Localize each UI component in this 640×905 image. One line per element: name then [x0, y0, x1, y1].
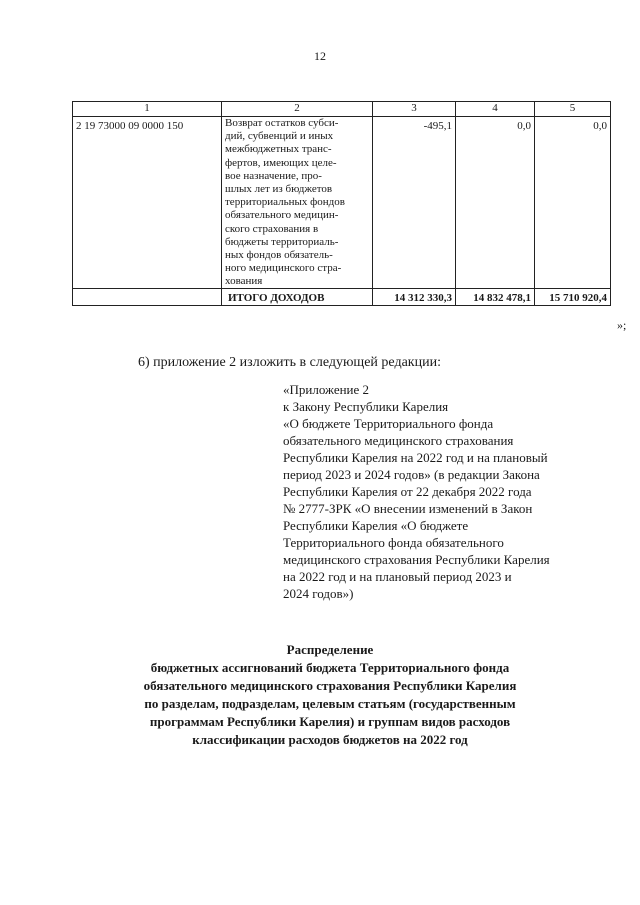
closing-quote-mark: »;: [617, 318, 627, 332]
appendix-line: «О бюджете Территориального фонда: [283, 416, 494, 431]
description-line: ского страхования в: [225, 222, 319, 235]
title-line: по разделам, подразделам, целевым статьям (государственным: [144, 696, 516, 711]
appendix-line: период 2023 и 2024 годов» (в редакции Закона: [283, 467, 540, 482]
appendix-line: медицинского страхования Республики Карелия: [283, 552, 550, 567]
title-line: программам Республики Карелия) и группам видов расходов: [149, 714, 511, 729]
distribution-title: [95, 641, 565, 749]
description-line: дий, субвенций и иных: [225, 130, 334, 143]
revenue-table: [72, 101, 611, 306]
appendix-line: Территориального фонда обязательного: [283, 535, 504, 550]
column-header: 3: [373, 102, 456, 117]
total-2023-cell: 14 832 478,1: [456, 289, 535, 306]
value-2022-cell: -495,1: [373, 117, 456, 289]
column-header: 4: [456, 102, 535, 117]
appendix-line: «Приложение 2: [283, 382, 370, 397]
description-line: хования: [225, 275, 263, 288]
page-number: 12: [314, 49, 326, 63]
total-2024-cell: 15 710 920,4: [535, 289, 611, 306]
description-line: шлых лет из бюджетов: [225, 182, 333, 195]
appendix-line: обязательного медицинского страхования: [283, 433, 514, 448]
description-line: обязательного медицин-: [225, 209, 339, 222]
value-2024-cell: 0,0: [535, 117, 611, 289]
title-line: классификации расходов бюджетов на 2022 год: [192, 732, 468, 747]
total-label: ИТОГО ДОХОДОВ: [222, 289, 373, 306]
table-row: [73, 117, 611, 289]
value-2023-cell: 0,0: [456, 117, 535, 289]
amendment-instruction: 6) приложение 2 изложить в следующей редакции:: [138, 355, 441, 370]
appendix-line: на 2022 год и на плановый период 2023 и: [283, 569, 512, 584]
appendix-line: 2024 годов»): [283, 586, 354, 601]
appendix-line: Республики Карелия «О бюджете: [283, 518, 469, 533]
description-line: Возврат остатков субси-: [225, 117, 339, 129]
total-code-cell: [73, 289, 222, 306]
total-2022-cell: 14 312 330,3: [373, 289, 456, 306]
description-line: бюджеты территориаль-: [225, 235, 339, 248]
appendix-line: Республики Карелия на 2022 год и на плановый: [283, 450, 548, 465]
description-line: ных фондов обязатель-: [225, 248, 333, 261]
column-header: 1: [73, 102, 222, 117]
description-line: ного медицинского стра-: [225, 262, 342, 275]
appendix-line: Республики Карелия от 22 декабря 2022 года: [283, 484, 532, 499]
appendix-line: № 2777-ЗРК «О внесении изменений в Закон: [283, 501, 533, 516]
description-cell: [222, 117, 373, 289]
total-row: [73, 289, 611, 306]
column-header: 5: [535, 102, 611, 117]
appendix-line: к Закону Республики Карелия: [283, 399, 449, 414]
description-line: фертов, имеющих целе-: [225, 156, 337, 169]
description-line: вое назначение, про-: [225, 169, 322, 182]
column-header: 2: [222, 102, 373, 117]
appendix-heading: [283, 381, 603, 602]
description-line: межбюджетных транс-: [225, 143, 332, 156]
title-line: обязательного медицинского страхования Республики Карелия: [143, 678, 517, 693]
table-header-row: [73, 102, 611, 117]
description-line: территориальных фондов: [225, 196, 345, 209]
title-line: бюджетных ассигнований бюджета Территориального фонда: [150, 660, 510, 675]
title-line: Распределение: [286, 642, 374, 657]
budget-code-cell: 2 19 73000 09 0000 150: [73, 117, 222, 289]
